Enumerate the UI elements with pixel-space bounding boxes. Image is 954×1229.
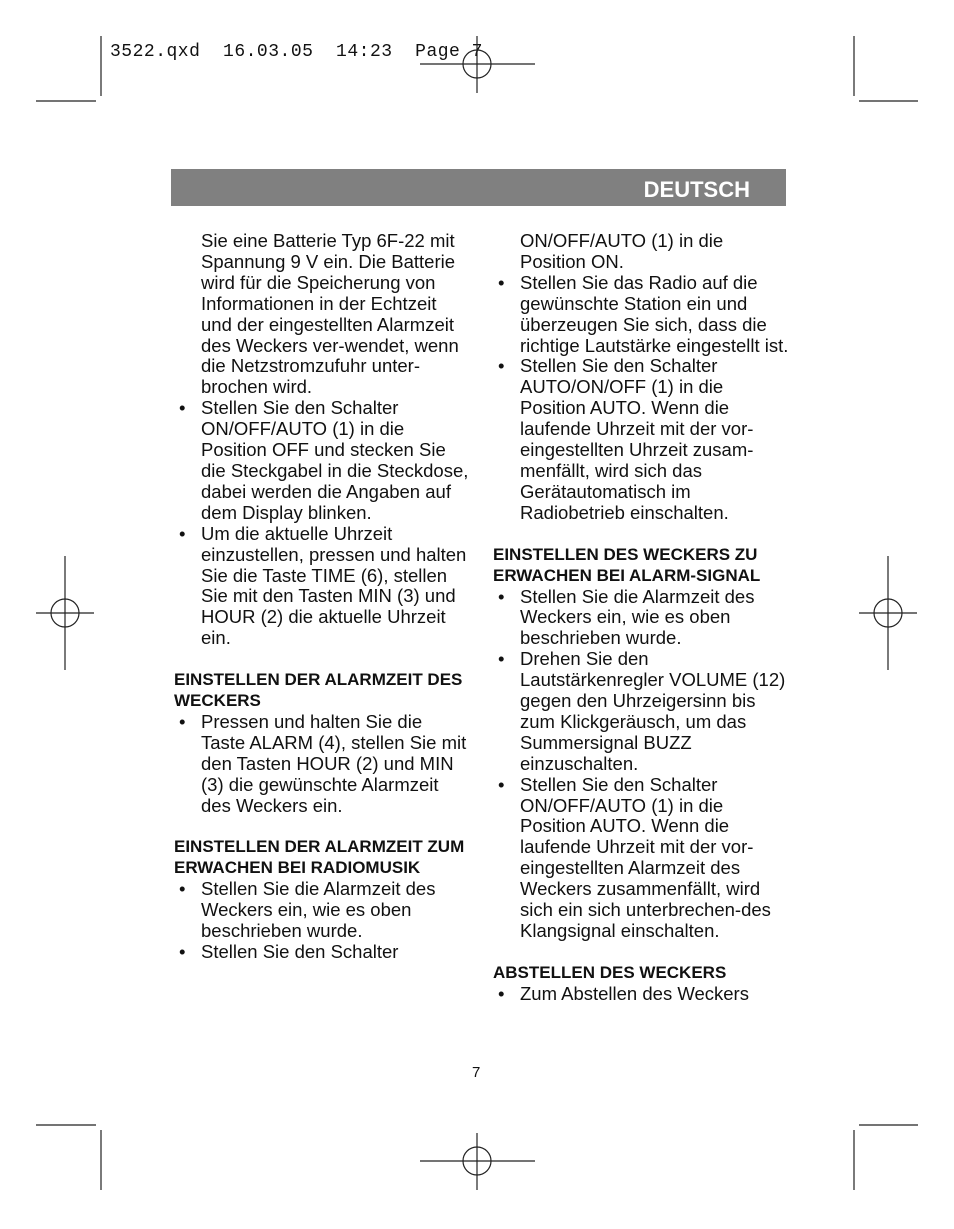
list-item-text: Stellen Sie den Schalter [201,941,399,962]
list-item-text: Pressen und halten Sie die Taste ALARM (4), stellen Sie mit den Tasten HOUR (2) und MIN (3) die gewünschte Alarmzeit des Weckers ein. [201,710,467,816]
bullet-marker: • [179,397,186,419]
list-item [174,712,470,817]
banner-title: DEUTSCH [643,177,750,202]
bullet-marker: • [179,710,186,732]
print-slug: 3522.qxd 16.03.05 14:23 Page 7 [110,42,483,62]
bullet-marker: • [498,585,505,607]
registration-mark-top [420,36,535,93]
bullet-marker: • [498,648,505,670]
right-intro-paragraph: ON/OFF/AUTO (1) in die Position ON. [520,230,724,272]
bullet-marker: • [498,271,505,293]
registration-mark-bottom [420,1133,535,1190]
list-item [493,273,793,357]
left-intro-paragraph: Sie eine Batterie Typ 6F-22 mit Spannung 9 V ein. Die Batterie wird für die Speicherung von Informationen in der Echtzeit und der eingestellten Alarmzeit des Weckers ver-wendet, wenn die Netzstromzufuhr unter-brochen wird. [201,230,459,398]
list-item-text: Stellen Sie die Alarmzeit des Weckers ein, wie es oben beschrieben wurde. [520,585,755,649]
registration-mark-right [859,556,917,670]
section-heading: EINSTELLEN DER ALARMZEIT ZUM ERWACHEN BEI RADIOMUSIK [174,837,465,878]
list-item-text: Stellen Sie den Schalter AUTO/ON/OFF (1) in die Position AUTO. Wenn die laufende Uhrzeit mit der vor-eingestellten Uhrzeit zusam-menfällt, wird sich das Gerätautomatisch im Radiobetrieb einschalten. [520,355,754,523]
list-item [174,942,470,963]
list-item [493,649,793,774]
list-item-text: Zum Abstellen des Weckers [520,982,749,1004]
bullet-marker: • [498,773,505,795]
list-item [174,524,470,649]
bullet-marker: • [179,522,186,544]
list-item-text: Stellen Sie den Schalter ON/OFF/AUTO (1) in die Position OFF und stecken Sie die Steckgabel in die Steckdose, dabei werden die Angaben auf dem Display blinken. [201,397,469,523]
section-heading: ABSTELLEN DES WECKERS [493,962,727,982]
registration-mark-left [36,556,94,670]
bullet-marker: • [498,982,505,1004]
bullet-marker: • [179,941,186,962]
list-item [174,398,470,523]
list-item-text: Um die aktuelle Uhrzeit einzustellen, pressen und halten Sie die Taste TIME (6), stellen Sie mit den Tasten MIN (3) und HOUR (2) die aktuelle Uhrzeit ein. [201,522,467,649]
list-item-text: Drehen Sie den Lautstärkenregler VOLUME (12) gegen den Uhrzeigersinn bis zum Klickgeräusch, um das Summersignal BUZZ einzuschalten. [520,648,786,774]
language-banner [171,169,786,206]
left-column [174,231,470,963]
bullet-marker: • [498,355,505,377]
list-item [493,775,793,942]
list-item-text: Stellen Sie den Schalter ON/OFF/AUTO (1) in die Position AUTO. Wenn die laufende Uhrzeit mit der vor-eingestellten Alarmzeit des Weckers zusammenfällt, wird sich ein sich unterbrechen-des Klangsignal einschalten. [520,773,771,941]
list-item [493,984,793,1005]
section-heading: EINSTELLEN DER ALARMZEIT DES WECKERS [174,670,463,711]
list-item [493,587,793,650]
right-column [493,231,793,1005]
page-number: 7 [472,1064,481,1081]
list-item [493,356,793,523]
list-item-text: Stellen Sie das Radio auf die gewünschte Station ein und überzeugen Sie sich, dass die richtige Lautstärke eingestellt ist. [520,271,789,356]
bullet-marker: • [179,878,186,900]
list-item [174,879,470,942]
section-heading: EINSTELLEN DES WECKERS ZU ERWACHEN BEI ALARM-SIGNAL [493,544,761,585]
list-item-text: Stellen Sie die Alarmzeit des Weckers ein, wie es oben beschrieben wurde. [201,878,436,942]
